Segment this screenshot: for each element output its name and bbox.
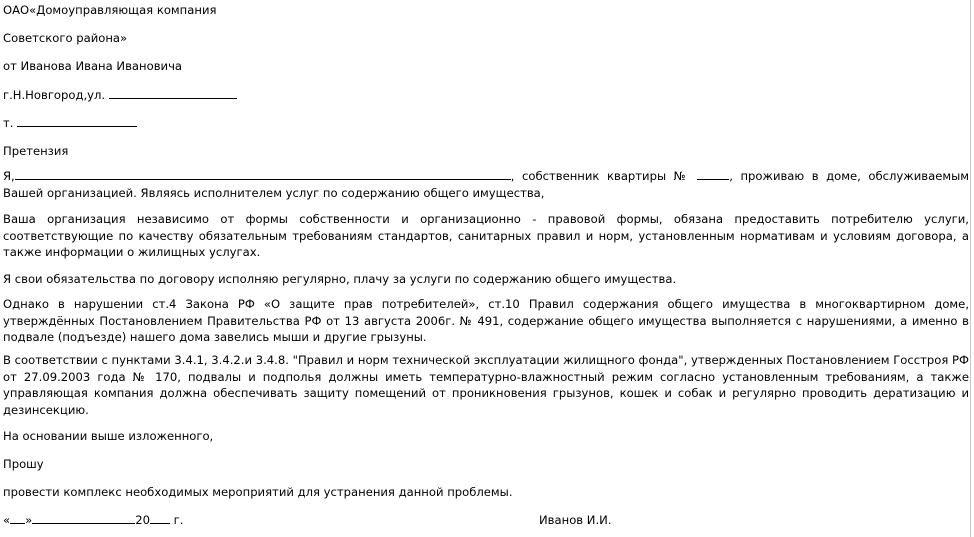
month-blank	[32, 512, 135, 524]
phone-line	[3, 115, 137, 131]
p1-mid-text: , собственник квартиры №	[510, 169, 690, 183]
paragraph-2	[3, 211, 969, 261]
day-blank	[10, 512, 25, 524]
request-word-text: Прошу	[3, 457, 44, 471]
phone-blank	[17, 115, 137, 127]
company-line-1	[3, 2, 216, 18]
company-name-text: ОАО«Домоуправляющая компания	[3, 3, 217, 17]
p6-text: На основании выше изложенного,	[3, 429, 214, 443]
paragraph-6	[3, 428, 213, 444]
from-line	[3, 58, 182, 74]
date-quote-open: «	[3, 513, 11, 527]
paragraph-3	[3, 271, 969, 288]
address-prefix-text: г.Н.Новгород,ул.	[3, 88, 106, 102]
phone-prefix-text: т.	[3, 116, 14, 130]
apartment-number-blank	[697, 168, 729, 180]
sender-name-text: от Иванова Ивана Ивановича	[3, 59, 183, 73]
document-title	[3, 143, 68, 159]
owner-name-blank	[15, 168, 511, 180]
address-line	[3, 87, 237, 103]
paragraph-1	[3, 168, 969, 201]
date-line	[3, 512, 183, 528]
paragraph-5	[3, 352, 969, 418]
p3-text: Я свои обязательства по договору исполняю регулярно, плачу за услуги по содержанию общего имущества.	[3, 272, 677, 286]
paragraph-8	[3, 484, 513, 500]
paragraph-7	[3, 456, 44, 472]
date-quote-close: »	[25, 513, 33, 527]
title-text: Претензия	[3, 144, 69, 158]
p5-text: В соответствии с пунктами 3.4.1, 3.4.2.и 3.4.8. "Правил и норм технической эксплуатации жилищного фонда", утвержденных Постановлением Госстроя РФ от 27.09.2003 года № 170, подвалы и подполья должны иметь температурно-влажностный режим согласно установленным требованиям, а также управляющая компания должна обеспечивать защиту помещений от проникновения грызунов, кошек и собак и регулярно проводить дератизацию и дезинсекцию.	[3, 353, 969, 417]
p1-rest-text: , проживаю в доме, обслуживаемым Вашей организацией. Являясь исполнителем услуг по содержанию общего имущества,	[3, 169, 969, 200]
signature-line	[539, 512, 612, 528]
signature-text: Иванов И.И.	[539, 513, 612, 527]
company-line-2	[3, 30, 127, 46]
p2-text: Ваша организация независимо от формы собственности и организационно - правовой формы, обязана предоставить потребителю услуги, соответствующие по качеству обязательным требованиям стандартов, санитарных правил и норм, установленным нормативам и условиям договора, а также информации о жилищных услугах.	[3, 212, 969, 259]
year-suffix-text: г.	[173, 513, 184, 527]
paragraph-4	[3, 296, 969, 346]
p8-text: провести комплекс необходимых мероприятий для устранения данной проблемы.	[3, 485, 513, 499]
document-page	[1, 0, 971, 537]
company-district-text: Советского района»	[3, 31, 128, 45]
year-prefix-text: 20	[135, 513, 150, 527]
year-blank	[150, 512, 170, 524]
p4-text: Однако в нарушении ст.4 Закона РФ «О защите прав потребителей», ст.10 Правил содержания общего имущества в многоквартирном доме, утверждённых Постановлением Правительства РФ от 13 августа 2006г. № 491, содержание общего имущества выполняется с нарушениями, а именно в подвале (подъезде) нашего дома завелись мыши и другие грызуны.	[3, 297, 969, 344]
p1-prefix-text: Я,	[3, 169, 15, 183]
address-blank	[109, 87, 237, 99]
